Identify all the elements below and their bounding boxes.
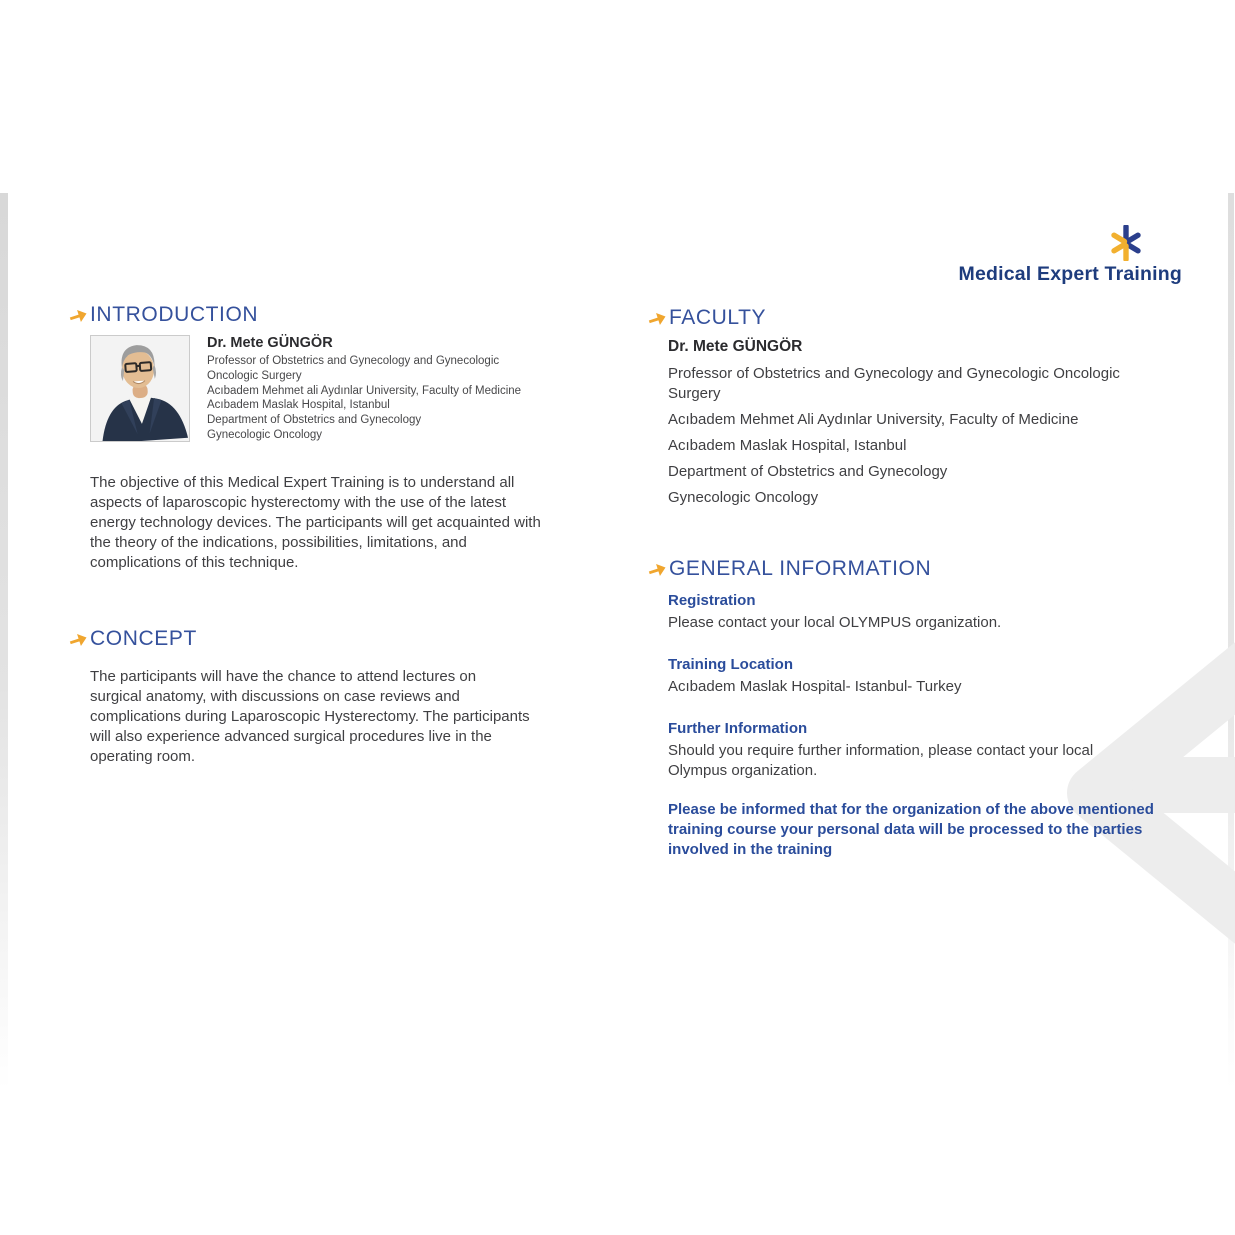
concept-heading-row [68, 627, 538, 651]
faculty-line: Gynecologic Oncology [668, 489, 819, 506]
introduction-heading: INTRODUCTION [90, 303, 259, 326]
left-column [68, 303, 541, 767]
faculty-line: Department of Obstetrics and Gynecology [668, 463, 948, 480]
logo-asterisk-icon [1108, 225, 1144, 261]
faculty-name: Dr. Mete GÜNGÖR [668, 338, 803, 355]
speaker-name: Dr. Mete GÜNGÖR [207, 335, 333, 351]
speaker-card [90, 335, 538, 443]
portrait-illustration-icon [91, 336, 189, 441]
general-information-heading-row [647, 557, 1192, 581]
faculty-line: Acıbadem Maslak Hospital, Istanbul [668, 437, 907, 454]
section-arrow-icon [68, 630, 90, 650]
info-text: Please contact your local OLYMPUS organization. [668, 614, 1002, 631]
speaker-photo [90, 335, 190, 442]
info-group-training-location [668, 656, 1192, 697]
bio-line: Acıbadem Maslak Hospital, Istanbul [207, 399, 390, 412]
bio-line: Gynecologic Oncology [207, 428, 323, 441]
concept-heading: CONCEPT [90, 626, 197, 650]
brand-logo [959, 225, 1183, 286]
general-information-heading: GENERAL INFORMATION [669, 557, 932, 580]
faculty-line: Professor of Obstetrics and Gynecology and Gynecologic Oncologic Surgery [668, 365, 1120, 402]
concept-paragraph: The participants will have the chance to attend lectures on surgical anatomy, with discussions on case reviews and complications during Laparoscopic Hysterectomy. The participants will also experience advanced surgical procedures live in the operating room. [90, 667, 530, 765]
speaker-bio [207, 335, 538, 443]
bio-line: Acıbadem Mehmet ali Aydınlar University, Faculty of Medicine [207, 384, 522, 397]
page-edge-shadow-left [0, 193, 8, 1090]
faculty-heading-row [647, 306, 1192, 330]
bio-line: Department of Obstetrics and Gynecology [207, 414, 422, 427]
info-group-registration [668, 592, 1192, 633]
bio-line: Professor of Obstetrics and Gynecology and Gynecologic Oncologic Surgery [207, 355, 500, 382]
logo-text: Medical Expert Training [958, 263, 1182, 285]
info-group-further-information [668, 720, 1192, 781]
section-arrow-icon [68, 306, 90, 326]
introduction-paragraph: The objective of this Medical Expert Training is to understand all aspects of laparoscopic hysterectomy with the use of the latest energy technology devices. The participants will get acquainted with the theory of the indications, possibilities, limitations, and complications of this technique. [90, 473, 541, 571]
right-column [647, 306, 1192, 860]
info-label: Registration [668, 592, 756, 609]
faculty-heading: FACULTY [669, 306, 767, 329]
introduction-heading-row [68, 303, 538, 327]
info-label: Further Information [668, 720, 808, 737]
section-arrow-icon [647, 560, 669, 580]
section-arrow-icon [647, 309, 669, 329]
info-label: Training Location [668, 656, 794, 673]
info-text: Should you require further information, please contact your local Olympus organization. [668, 742, 1094, 779]
privacy-notice: Please be informed that for the organization of the above mentioned training course your personal data will be processed to the parties involved in the training [668, 801, 1154, 858]
faculty-line: Acıbadem Mehmet Ali Aydınlar University, Faculty of Medicine [668, 411, 1079, 428]
info-text: Acıbadem Maslak Hospital- Istanbul- Turkey [668, 678, 962, 695]
